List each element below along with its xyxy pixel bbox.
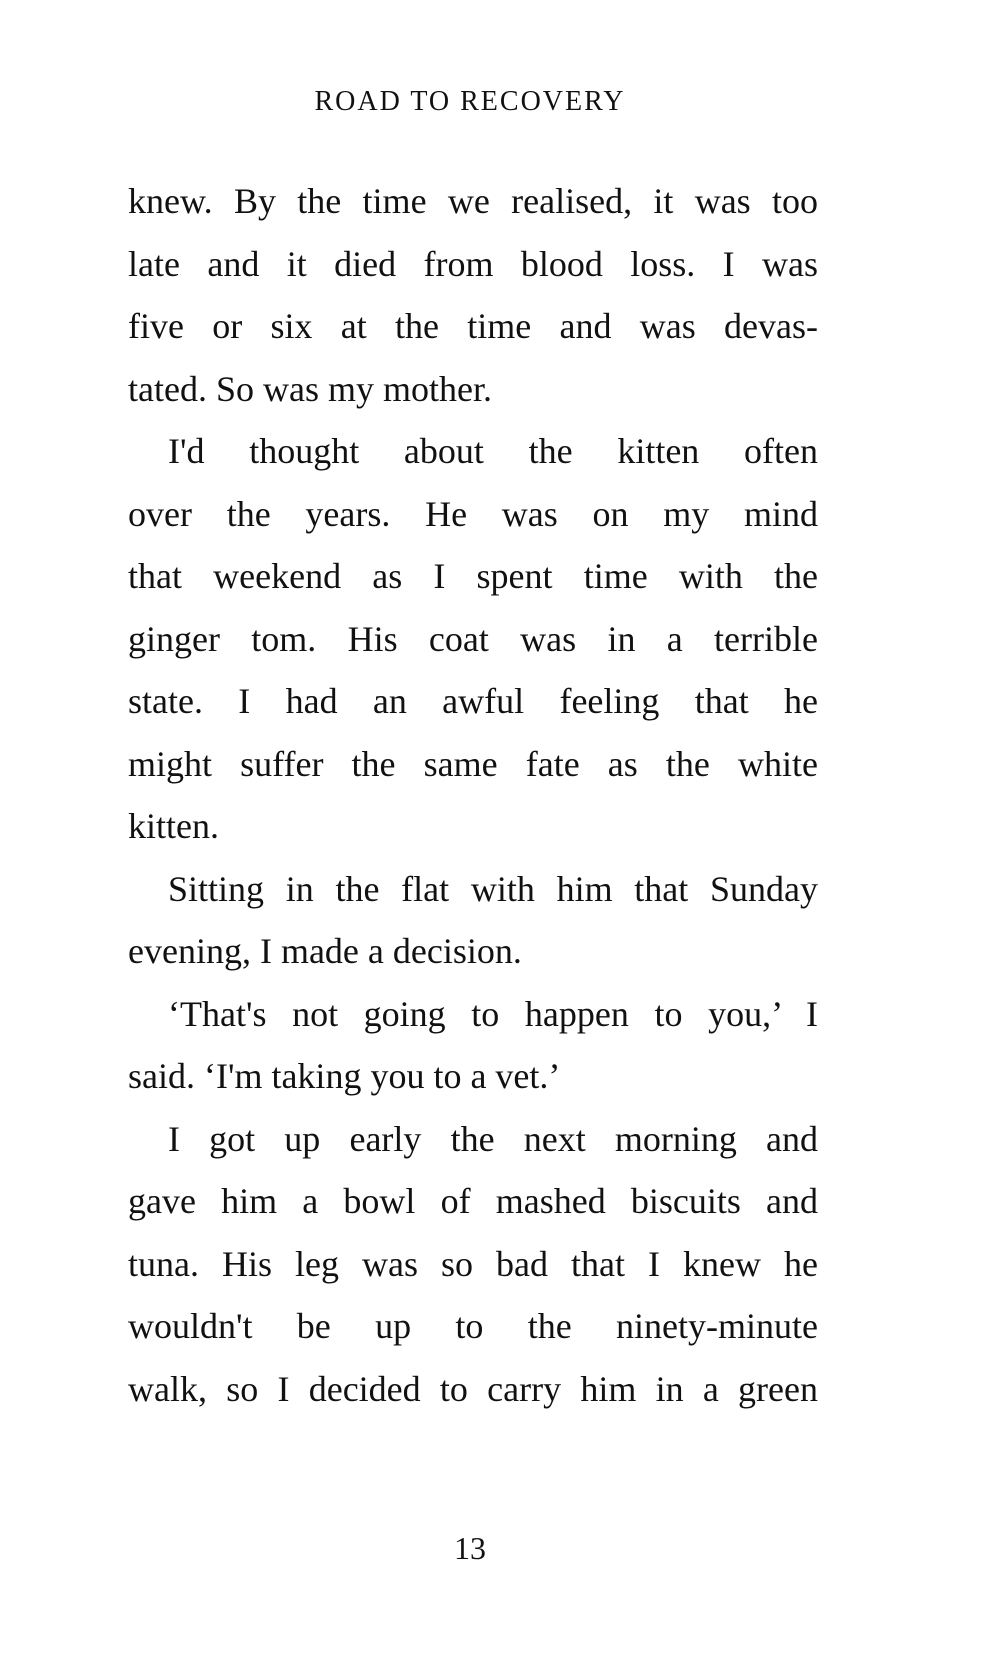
text-line: evening, I made a decision. [128, 931, 522, 971]
text-line: over the years. He was on my mind [128, 493, 818, 534]
text-line: gave him a bowl of mashed biscuits and [128, 1181, 818, 1221]
text-line: knew. By the time we realised, it was too [128, 181, 818, 221]
text-line: Sitting in the flat with him that Sunday [168, 868, 818, 909]
text-line: tated. So was my mother. [128, 368, 492, 409]
text-line: five or six at the time and was devas- [128, 306, 818, 346]
text-line: said. ‘I'm taking you to a vet.’ [128, 1056, 561, 1096]
page-number: 13 [454, 1530, 486, 1566]
text-line: late and it died from blood loss. I was [128, 243, 818, 284]
text-line: that weekend as I spent time with the [128, 556, 818, 596]
text-line: walk, so I decided to carry him in a green [128, 1368, 818, 1409]
text-line: state. I had an awful feeling that he [128, 681, 818, 721]
text-line: wouldn't be up to the ninety-minute [128, 1306, 818, 1346]
text-line: ‘That's not going to happen to you,’ I [168, 993, 818, 1034]
text-line: kitten. [128, 806, 219, 846]
text-line: I got up early the next morning and [168, 1118, 818, 1159]
text-line: might suffer the same fate as the white [128, 743, 818, 784]
running-head: ROAD TO RECOVERY [314, 86, 626, 117]
body-text [128, 170, 818, 1420]
text-line: tuna. His leg was so bad that I knew he [128, 1243, 818, 1284]
text-line: I'd thought about the kitten often [168, 431, 818, 471]
text-line: ginger tom. His coat was in a terrible [128, 618, 818, 659]
